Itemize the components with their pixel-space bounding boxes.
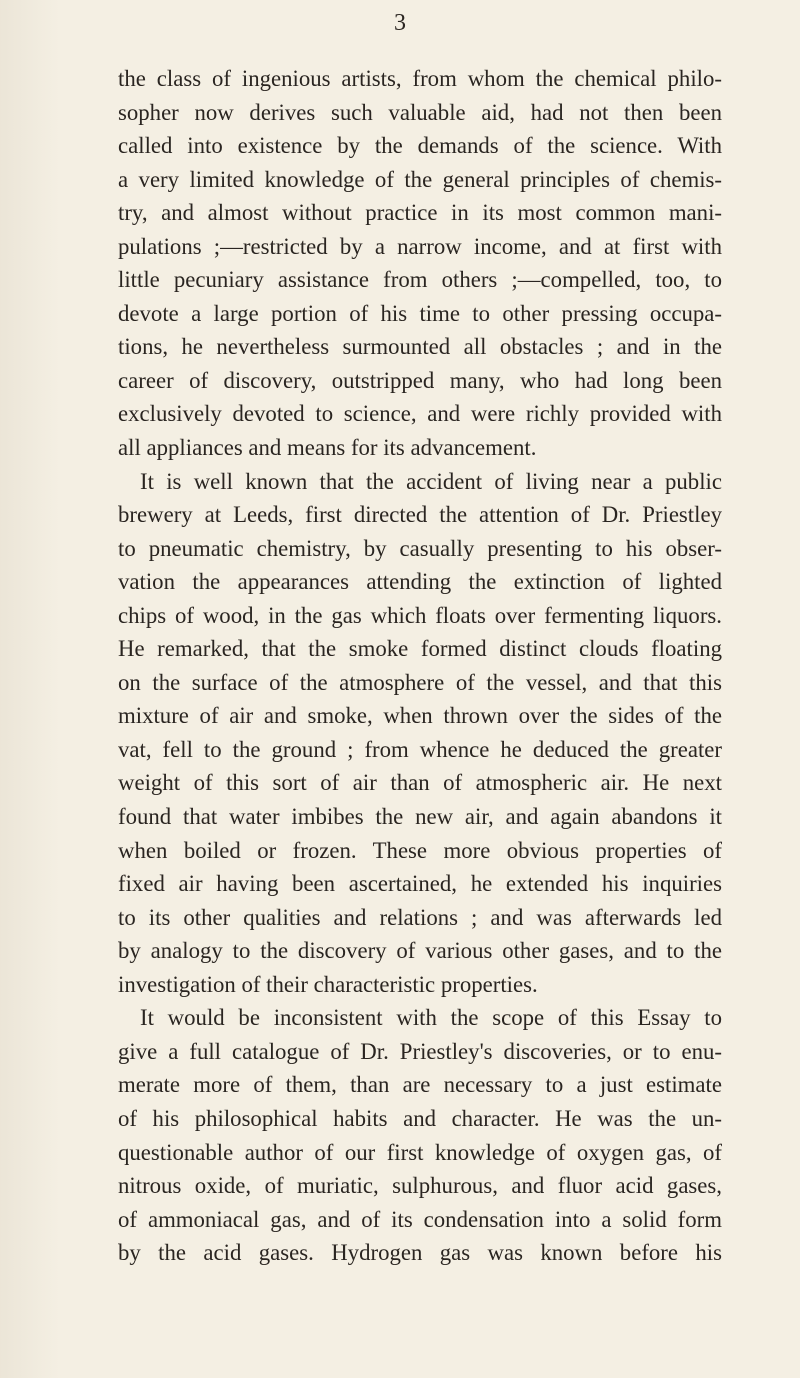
page-number: 3 (394, 10, 406, 36)
text-line: sopher now derives such valuable aid, had not then been (118, 99, 722, 125)
text-line: devote a large portion of his time to other pressing occupa- (118, 300, 722, 326)
text-line: It is well known that the accident of living near a public (140, 468, 722, 494)
text-line: on the surface of the atmosphere of the vessel, and that this (118, 669, 722, 695)
text-line: try, and almost without practice in its most common mani- (118, 200, 722, 226)
text-line: when boiled or frozen. These more obvious properties of (118, 837, 722, 863)
text-line: career of discovery, outstripped many, who had long been (118, 367, 722, 393)
text-line: by the acid gases. Hydrogen gas was known before his (118, 1240, 722, 1266)
text-line: of his philosophical habits and character. He was the un- (118, 1105, 722, 1131)
text-line: questionable author of our first knowledge of oxygen gas, of (118, 1139, 722, 1165)
text-line: little pecuniary assistance from others ;—compelled, too, to (118, 267, 722, 293)
text-line: nitrous oxide, of muriatic, sulphurous, and fluor acid gases, (118, 1173, 722, 1199)
text-line: vation the appearances attending the extinction of lighted (118, 569, 722, 595)
text-line: exclusively devoted to science, and were richly provided with (118, 401, 722, 427)
text-line: to pneumatic chemistry, by casually presenting to his obser- (118, 535, 722, 561)
text-line: He remarked, that the smoke formed distinct clouds floating (118, 636, 722, 662)
text-line: investigation of their characteristic properties. (118, 971, 538, 997)
text-line: the class of ingenious artists, from whom the chemical philo- (118, 66, 722, 91)
text-line: It would be inconsistent with the scope of this Essay to (140, 1005, 722, 1031)
text-line: a very limited knowledge of the general principles of chemis- (118, 166, 722, 192)
text-line: vat, fell to the ground ; from whence he deduced the greater (118, 736, 722, 762)
text-line: by analogy to the discovery of various other gases, and to the (118, 938, 722, 964)
text-line: brewery at Leeds, first directed the attention of Dr. Priestley (118, 502, 722, 528)
text-line: merate more of them, than are necessary to a just estimate (118, 1072, 722, 1098)
text-line: found that water imbibes the new air, and again abandons it (118, 804, 722, 830)
text-line: weight of this sort of air than of atmospheric air. He next (118, 770, 722, 796)
text-line: give a full catalogue of Dr. Priestley's discoveries, or to enu- (118, 1038, 722, 1064)
body-text (118, 62, 722, 1270)
text-line: called into existence by the demands of the science. With (118, 133, 722, 159)
text-line: pulations ;—restricted by a narrow income, and at first with (118, 233, 722, 259)
text-line: chips of wood, in the gas which floats over fermenting liquors. (118, 602, 722, 628)
text-line: of ammoniacal gas, and of its condensation into a solid form (118, 1206, 722, 1232)
text-line: all appliances and means for its advancement. (118, 435, 537, 461)
text-line: tions, he nevertheless surmounted all obstacles ; and in the (118, 334, 722, 360)
text-line: mixture of air and smoke, when thrown over the sides of the (118, 703, 722, 729)
text-line: fixed air having been ascertained, he extended his inquiries (118, 871, 722, 897)
text-line: to its other qualities and relations ; and was afterwards led (118, 904, 722, 930)
